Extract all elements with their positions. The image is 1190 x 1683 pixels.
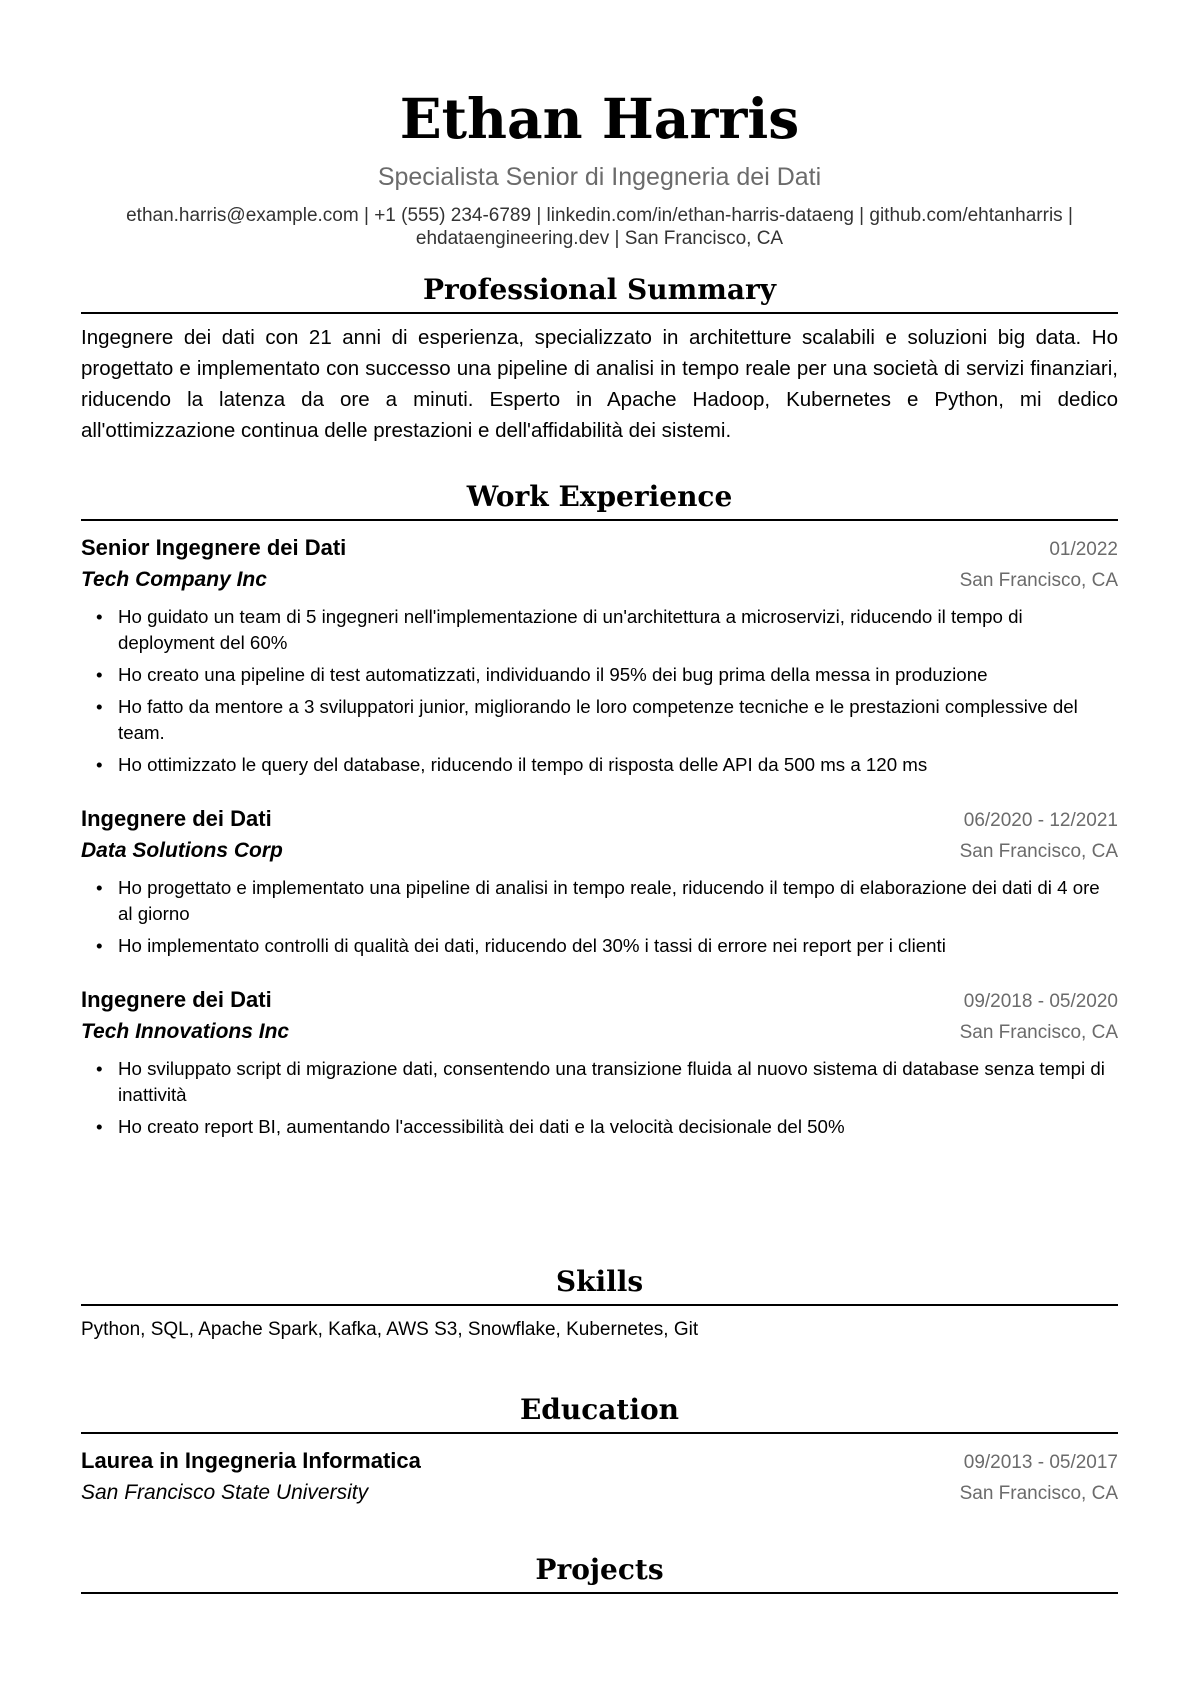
job-company: Tech Innovations Inc [81, 1020, 290, 1043]
job-company-row [81, 836, 1118, 867]
summary-section [81, 272, 1118, 446]
bullet-icon: • [96, 664, 103, 685]
experience-section [81, 479, 1118, 1146]
job-company-row [81, 565, 1118, 596]
summary-heading: Professional Summary [81, 272, 1118, 314]
job-location: San Francisco, CA [959, 841, 1118, 862]
bullet-text: Ho progettato e implementato una pipeline di analisi in tempo reale, riducendo il tempo di elaborazione dei dati di 4 ore al giorno [118, 877, 1100, 924]
bullet-icon: • [96, 606, 103, 627]
job-header-row [81, 533, 1118, 565]
job-location: San Francisco, CA [959, 570, 1118, 591]
job-location: San Francisco, CA [959, 1022, 1118, 1043]
contact-line-2: ehdataengineering.dev | San Francisco, CA [415, 228, 784, 249]
education-entry [81, 1446, 1118, 1509]
bullet-text: Ho implementato controlli di qualità dei dati, riducendo del 30% i tassi di errore nei report per i clienti [118, 935, 946, 956]
projects-heading: Projects [81, 1552, 1118, 1594]
skills-section [81, 1264, 1118, 1344]
job-header-row [81, 804, 1118, 836]
job-title: Senior Ingegnere dei Dati [81, 535, 347, 560]
job-date: 09/2018 - 05/2020 [963, 991, 1118, 1012]
skills-text: Python, SQL, Apache Spark, Kafka, AWS S3, Snowflake, Kubernetes, Git [81, 1319, 699, 1340]
job-date: 06/2020 - 12/2021 [963, 810, 1118, 831]
contact-line-1: ethan.harris@example.com | +1 (555) 234-6789 | linkedin.com/in/ethan-harris-dataeng | github.com/ehtanharris | [126, 205, 1073, 226]
job-entry [81, 533, 1118, 778]
education-date: 09/2013 - 05/2017 [963, 1452, 1118, 1473]
candidate-name: Ethan Harris [399, 86, 800, 151]
job-bullets [81, 875, 1118, 959]
projects-section [81, 1552, 1118, 1594]
bullet-item [81, 875, 1118, 927]
job-date: 01/2022 [1049, 539, 1118, 560]
skills-heading: Skills [81, 1264, 1118, 1306]
bullet-icon: • [96, 754, 103, 775]
job-bullets [81, 1056, 1118, 1140]
degree-title: Laurea in Ingegneria Informatica [81, 1448, 421, 1473]
bullet-item [81, 662, 1118, 688]
education-school-row [81, 1478, 1118, 1509]
job-header-row [81, 985, 1118, 1017]
bullet-text: Ho creato report BI, aumentando l'accessibilità dei dati e la velocità decisionale del 50% [118, 1116, 845, 1137]
education-header-row [81, 1446, 1118, 1478]
experience-heading: Work Experience [81, 479, 1118, 521]
job-bullets [81, 604, 1118, 778]
job-company: Tech Company Inc [81, 568, 267, 591]
bullet-item [81, 933, 1118, 959]
bullet-item [81, 1056, 1118, 1108]
job-company-row [81, 1017, 1118, 1048]
job-company: Data Solutions Corp [81, 839, 283, 862]
job-title: Ingegnere dei Dati [81, 806, 272, 831]
bullet-text: Ho creato una pipeline di test automatizzati, individuando il 95% dei bug prima della messa in produzione [118, 664, 988, 685]
resume-header [81, 0, 1118, 250]
bullet-item [81, 1114, 1118, 1140]
resume-page [81, 0, 1118, 1586]
candidate-title: Specialista Senior di Ingegneria dei Dati [377, 163, 822, 191]
bullet-text: Ho guidato un team di 5 ingegneri nell'implementazione di un'architettura a microservizi, riducendo il tempo di deployment del 60% [118, 606, 1023, 653]
bullet-item [81, 604, 1118, 656]
school-name: San Francisco State University [81, 1481, 369, 1504]
education-section [81, 1392, 1118, 1509]
bullet-icon: • [96, 935, 103, 956]
education-location: San Francisco, CA [959, 1483, 1118, 1504]
job-entry [81, 804, 1118, 959]
bullet-item [81, 694, 1118, 746]
bullet-item [81, 752, 1118, 778]
education-heading: Education [81, 1392, 1118, 1434]
bullet-text: Ho ottimizzato le query del database, riducendo il tempo di risposta delle API da 500 ms a 120 ms [118, 754, 928, 775]
bullet-icon: • [96, 696, 103, 717]
bullet-icon: • [96, 877, 103, 898]
job-title: Ingegnere dei Dati [81, 987, 272, 1012]
bullet-icon: • [96, 1116, 103, 1137]
contact-info [81, 204, 1118, 250]
job-entry [81, 985, 1118, 1140]
bullet-text: Ho fatto da mentore a 3 sviluppatori junior, migliorando le loro competenze tecniche e le prestazioni complessive del team. [118, 696, 1078, 743]
summary-text: Ingegnere dei dati con 21 anni di esperienza, specializzato in architetture scalabili e soluzioni big data. Ho progettato e implementato con successo una pipeline di analisi in tempo reale per una società di servizi finanziari, riducendo la latenza da ore a minuti. Esperto in Apache Hadoop, Kubernetes e Python, mi dedico all'ottimizzazione continua delle prestazioni e dell'affidabilità dei sistemi. [81, 326, 1118, 442]
bullet-icon: • [96, 1058, 103, 1079]
bullet-text: Ho sviluppato script di migrazione dati, consentendo una transizione fluida al nuovo sistema di database senza tempi di inattività [118, 1058, 1105, 1105]
